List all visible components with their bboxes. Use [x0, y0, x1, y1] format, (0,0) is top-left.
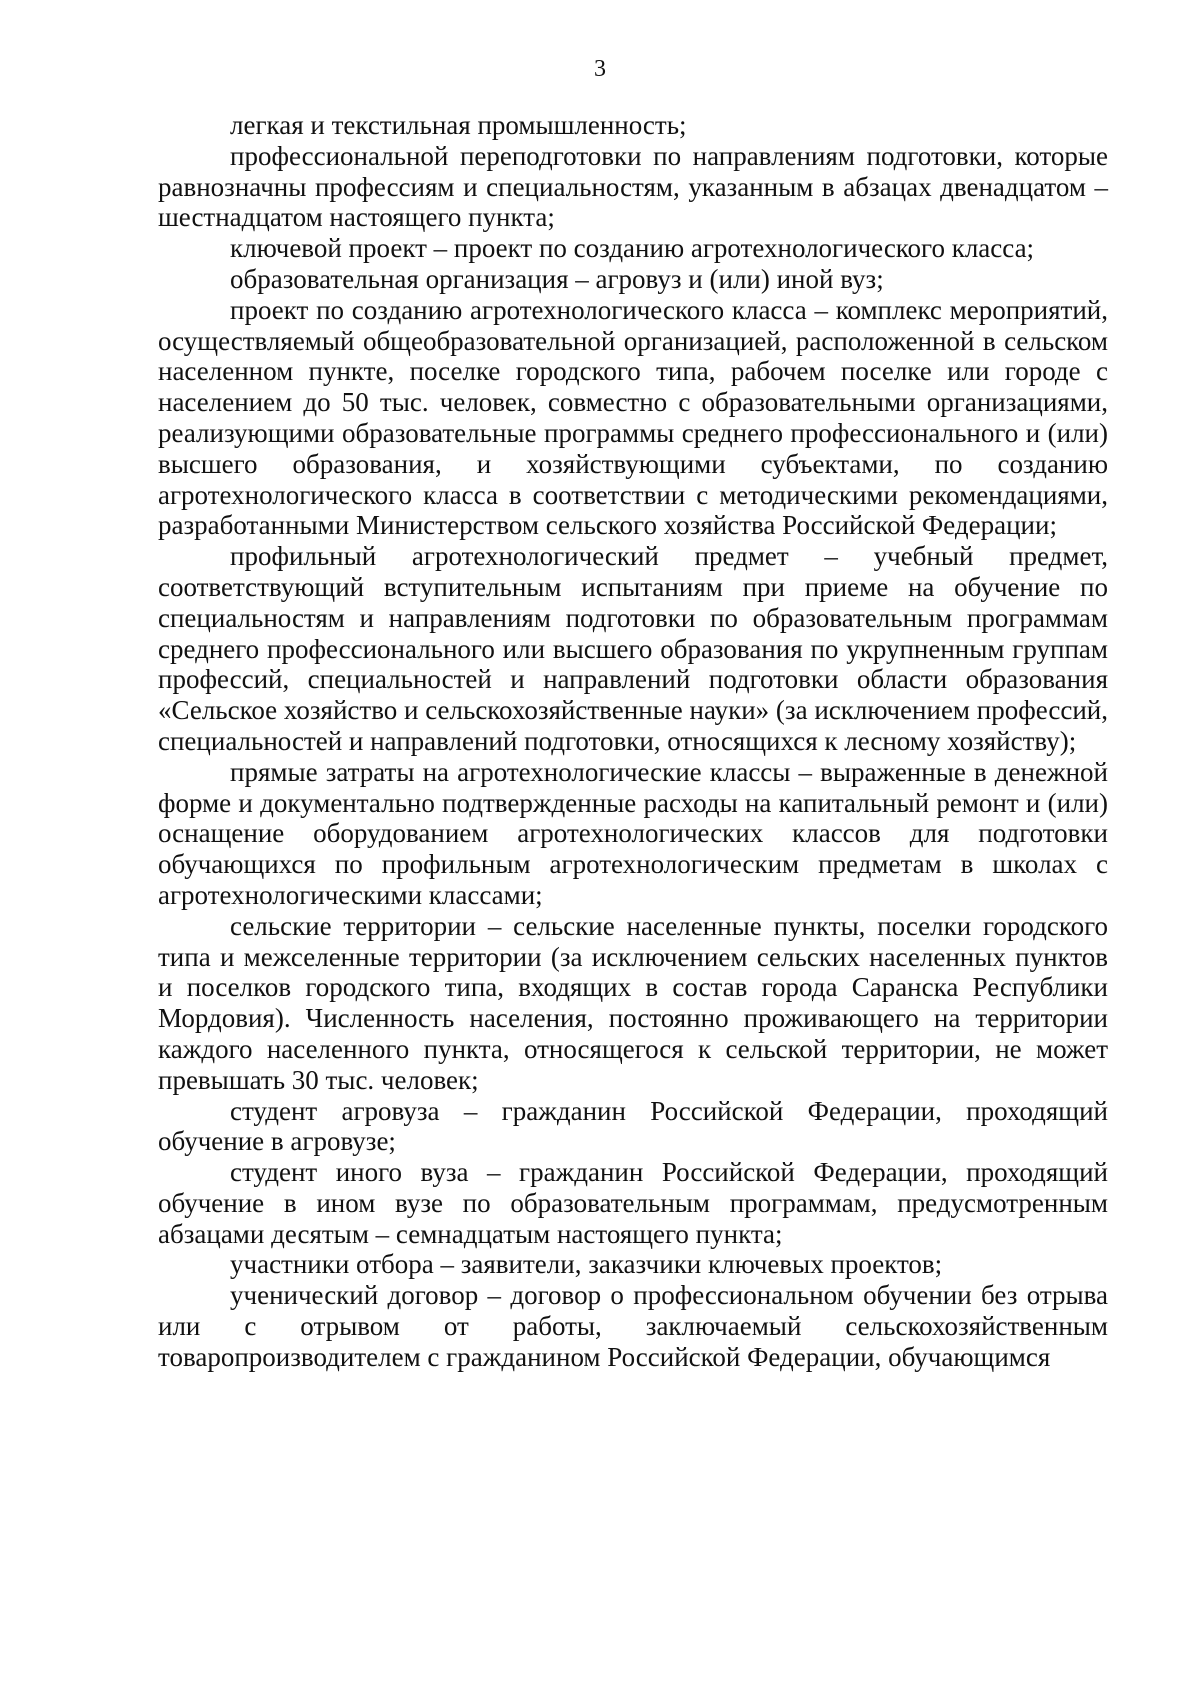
- paragraph-light-industry: легкая и текстильная промышленность;: [230, 110, 687, 140]
- paragraph-rural-territories: сельские территории – сельские населенные пункты, поселки городского типа и межселенные территории (за исключением сельских населенных пунктов и поселков городского типа, входящих в состав города Саранска Республики Мордовия). Численность населения, постоянно проживающего на территории каждого населенного пункта, относящегося к сельской территории, не может превышать 30 тыс. человек;: [158, 910, 1108, 1095]
- paragraph-educational-organization: образовательная организация – агровуз и (или) иной вуз;: [230, 263, 884, 294]
- paragraph-selection-participants: участники отбора – заявители, заказчики ключевых проектов;: [230, 1249, 943, 1280]
- paragraph-key-project: ключевой проект – проект по созданию агротехнологического класса;: [230, 233, 1035, 264]
- paragraph-other-university-student: студент иного вуза – гражданин Российской Федерации, проходящий обучение в ином вузе по образовательным программам, предусмотренным абзацами десятым – семнадцатым настоящего пункта;: [158, 1157, 1108, 1249]
- paragraph-agro-university-student: студент агровуза – гражданин Российской Федерации, проходящий обучение в агровузе;: [158, 1095, 1108, 1157]
- paragraph-profile-subject: профильный агротехнологический предмет – учебный предмет, соответствующий вступительным испытаниям при приеме на обучение по специальностям и направлениям подготовки по образовательным программам среднего профессионального или высшего образования по укрупненным группам профессий, специальностей и направлений подготовки области образования «Сельское хозяйство и сельскохозяйственные науки» (за исключением профессий, специальностей и направлений подготовки, относящихся к лесному хозяйству);: [158, 541, 1108, 756]
- paragraph-direct-costs: прямые затраты на агротехнологические классы – выраженные в денежной форме и документально подтвержденные расходы на капитальный ремонт и (или) оснащение оборудованием агротехнологических классов для подготовки обучающихся по профильным агротехнологическим предметам в школах с агротехнологическими классами;: [158, 756, 1108, 910]
- paragraph-professional-retraining: профессиональной переподготовки по направлениям подготовки, которые равнозначны профессиям и специальностям, указанным в абзацах двенадцатом – шестнадцатом настоящего пункта;: [158, 140, 1108, 233]
- paragraph-agrotech-class-project: проект по созданию агротехнологического класса – комплекс мероприятий, осуществляемый общеобразовательной организацией, расположенной в сельском населенном пункте, поселке городского типа, рабочем поселке или городе с населением до 50 тыс. человек, совместно с образовательными организациями, реализующими образовательные программы среднего профессионального и (или) высшего образования, и хозяйствующими субъектами, по созданию агротехнологического класса в соответствии с методическими рекомендациями, разработанными Министерством сельского хозяйства Российской Федерации;: [158, 294, 1108, 541]
- document-body: [158, 110, 1108, 1373]
- paragraph-apprenticeship-contract: ученический договор – договор о профессиональном обучении без отрыва или с отрывом от работы, заключаемый сельскохозяйственным товаропроизводителем с гражданином Российской Федерации, обучающимся: [158, 1280, 1108, 1372]
- page-number: 3: [594, 56, 606, 82]
